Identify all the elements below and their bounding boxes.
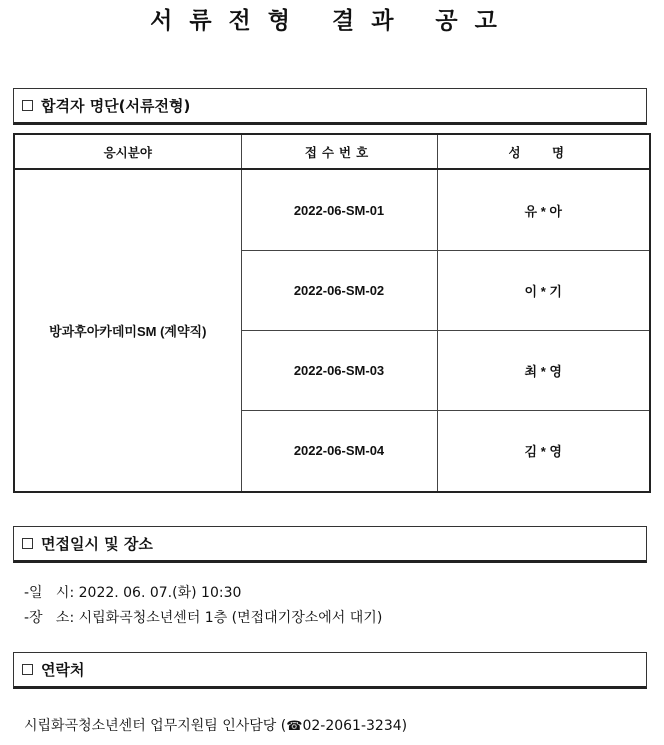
number-cell: 2022-06-SM-02 <box>241 251 437 331</box>
section-heading-contact <box>13 652 647 689</box>
name-cell: 유 * 아 <box>437 169 650 251</box>
number-cell: 2022-06-SM-01 <box>241 169 437 251</box>
interview-date-line <box>24 582 241 602</box>
section-heading-text: 연락처 <box>41 661 85 679</box>
number-cell: 2022-06-SM-04 <box>241 410 437 492</box>
section-heading-text: 면접일시 및 장소 <box>41 535 153 553</box>
date-value: 2022. 06. 07.(화) 10:30 <box>78 585 242 601</box>
page-title: 서류전형 결과 공고 <box>150 8 514 34</box>
checkbox-icon <box>22 100 33 111</box>
date-label: -일 시: <box>24 585 75 601</box>
name-cell: 최 * 영 <box>437 330 650 410</box>
name-cell: 김 * 영 <box>437 410 650 492</box>
place-value: 시립화곡청소년센터 1층 (면접대기장소에서 대기) <box>78 610 383 626</box>
field-cell: 방과후아카데미SM (계약직) <box>14 169 241 492</box>
contact-close: ) <box>401 718 408 734</box>
header-name: 성 명 <box>437 134 650 169</box>
header-number: 접수번호 <box>241 134 437 169</box>
header-field: 응시분야 <box>14 134 241 169</box>
contact-line <box>24 715 407 735</box>
contact-phone: 02-2061-3234 <box>302 718 402 734</box>
telephone-icon: ☎ <box>286 719 303 734</box>
section-heading-interview <box>13 526 647 563</box>
checkbox-icon <box>22 664 33 675</box>
table-header-row <box>14 134 650 169</box>
checkbox-icon <box>22 538 33 549</box>
results-table <box>13 133 651 493</box>
number-cell: 2022-06-SM-03 <box>241 330 437 410</box>
section-heading-text: 합격자 명단(서류전형) <box>41 97 191 115</box>
name-cell: 이 * 기 <box>437 251 650 331</box>
place-label: -장 소: <box>24 610 75 626</box>
interview-place-line <box>24 607 382 627</box>
table-row <box>14 169 650 251</box>
section-heading-passers <box>13 88 647 125</box>
contact-text: 시립화곡청소년센터 업무지원팀 인사담당 ( <box>24 718 287 734</box>
